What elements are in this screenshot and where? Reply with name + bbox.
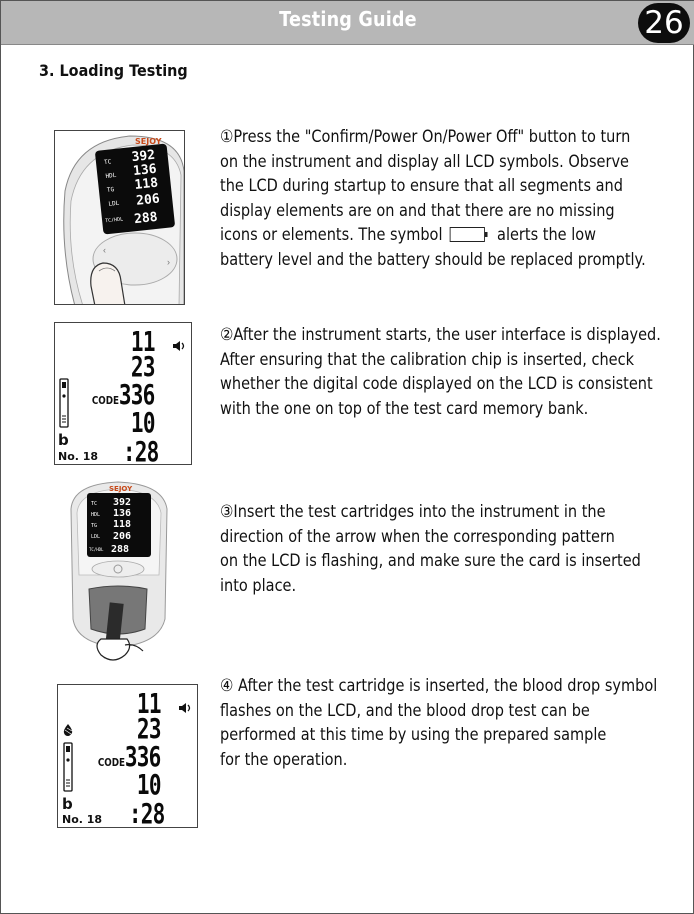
svg-text:LDL: LDL xyxy=(108,199,120,208)
svg-text:TC/HDL: TC/HDL xyxy=(104,216,124,225)
svg-text:288: 288 xyxy=(133,209,159,228)
svg-text:HDL: HDL xyxy=(105,171,117,180)
svg-text:›: › xyxy=(167,257,170,267)
step-2-text: ②After the instrument starts, the user interface is displayed. After ensuring that the calibration chip is inserted, check whether the digital code displayed on the LCD is consistent with the one on top of the test card memory bank. xyxy=(220,325,661,418)
svg-text:392: 392 xyxy=(113,497,132,508)
section-title: 3. Loading Testing xyxy=(39,61,188,80)
svg-text:206: 206 xyxy=(113,531,132,542)
device-power-on-illustration xyxy=(54,130,185,305)
svg-text:SEJOY: SEJOY xyxy=(109,485,133,493)
page-number-badge: 26 xyxy=(638,3,690,43)
device-insert-cartridge-illustration xyxy=(63,479,175,665)
speaker-icon xyxy=(172,340,186,352)
step-marker: ① xyxy=(220,127,234,147)
svg-text:‹: ‹ xyxy=(103,245,106,255)
svg-text:TG: TG xyxy=(91,523,98,529)
step-4-text: ④ After the test cartridge is inserted, the blood drop symbol flashes on the LCD, and the blood drop test can be performed at this time by using the prepared sample for the operation. xyxy=(220,676,658,769)
page-title: Testing Guide xyxy=(279,7,417,31)
svg-text:HDL: HDL xyxy=(91,512,101,518)
svg-text:TG: TG xyxy=(106,186,115,194)
step-3-text: ③Insert the test cartridges into the instrument in the direction of the arrow when the corresponding pattern on the LCD is flashing, and make sure the card is inserted into place. xyxy=(220,502,641,595)
step-marker: ③ xyxy=(220,502,234,522)
test-strip-icon xyxy=(59,378,69,428)
svg-text:206: 206 xyxy=(135,191,161,209)
svg-text:288: 288 xyxy=(111,544,130,555)
svg-text:TC/HDL: TC/HDL xyxy=(89,547,104,552)
battery-low-icon xyxy=(450,227,485,242)
svg-text:118: 118 xyxy=(133,175,159,193)
lcd-code-display: 11 23 CODE 336 10 :28 b No. 18 xyxy=(54,322,192,465)
svg-text:TC: TC xyxy=(91,501,98,507)
brand-logo: SEJOY xyxy=(135,137,162,146)
speaker-icon xyxy=(178,702,192,714)
blood-drop-icon xyxy=(62,723,74,737)
step-marker: ② xyxy=(220,325,234,345)
page-header xyxy=(1,1,694,45)
svg-text:LDL: LDL xyxy=(91,534,101,540)
svg-text:136: 136 xyxy=(113,508,132,519)
test-strip-icon xyxy=(63,742,73,792)
svg-text:136: 136 xyxy=(132,161,158,180)
step-marker: ④ xyxy=(220,676,234,696)
step-1-text: ①Press the "Confirm/Power On/Power Off" button to turn on the instrument and display all LCD symbols. Observe the LCD during startup to ensure that all segments and display elements are on and that there are no missing icons or elements. The symbol alerts the low battery level and the battery should be replaced promptly. xyxy=(220,127,646,269)
lcd-blood-drop-display: 11 23 CODE 336 10 :28 b No. 18 xyxy=(57,684,198,828)
svg-text:118: 118 xyxy=(113,519,132,530)
svg-text:TC: TC xyxy=(103,158,112,167)
svg-text:392: 392 xyxy=(130,147,156,166)
